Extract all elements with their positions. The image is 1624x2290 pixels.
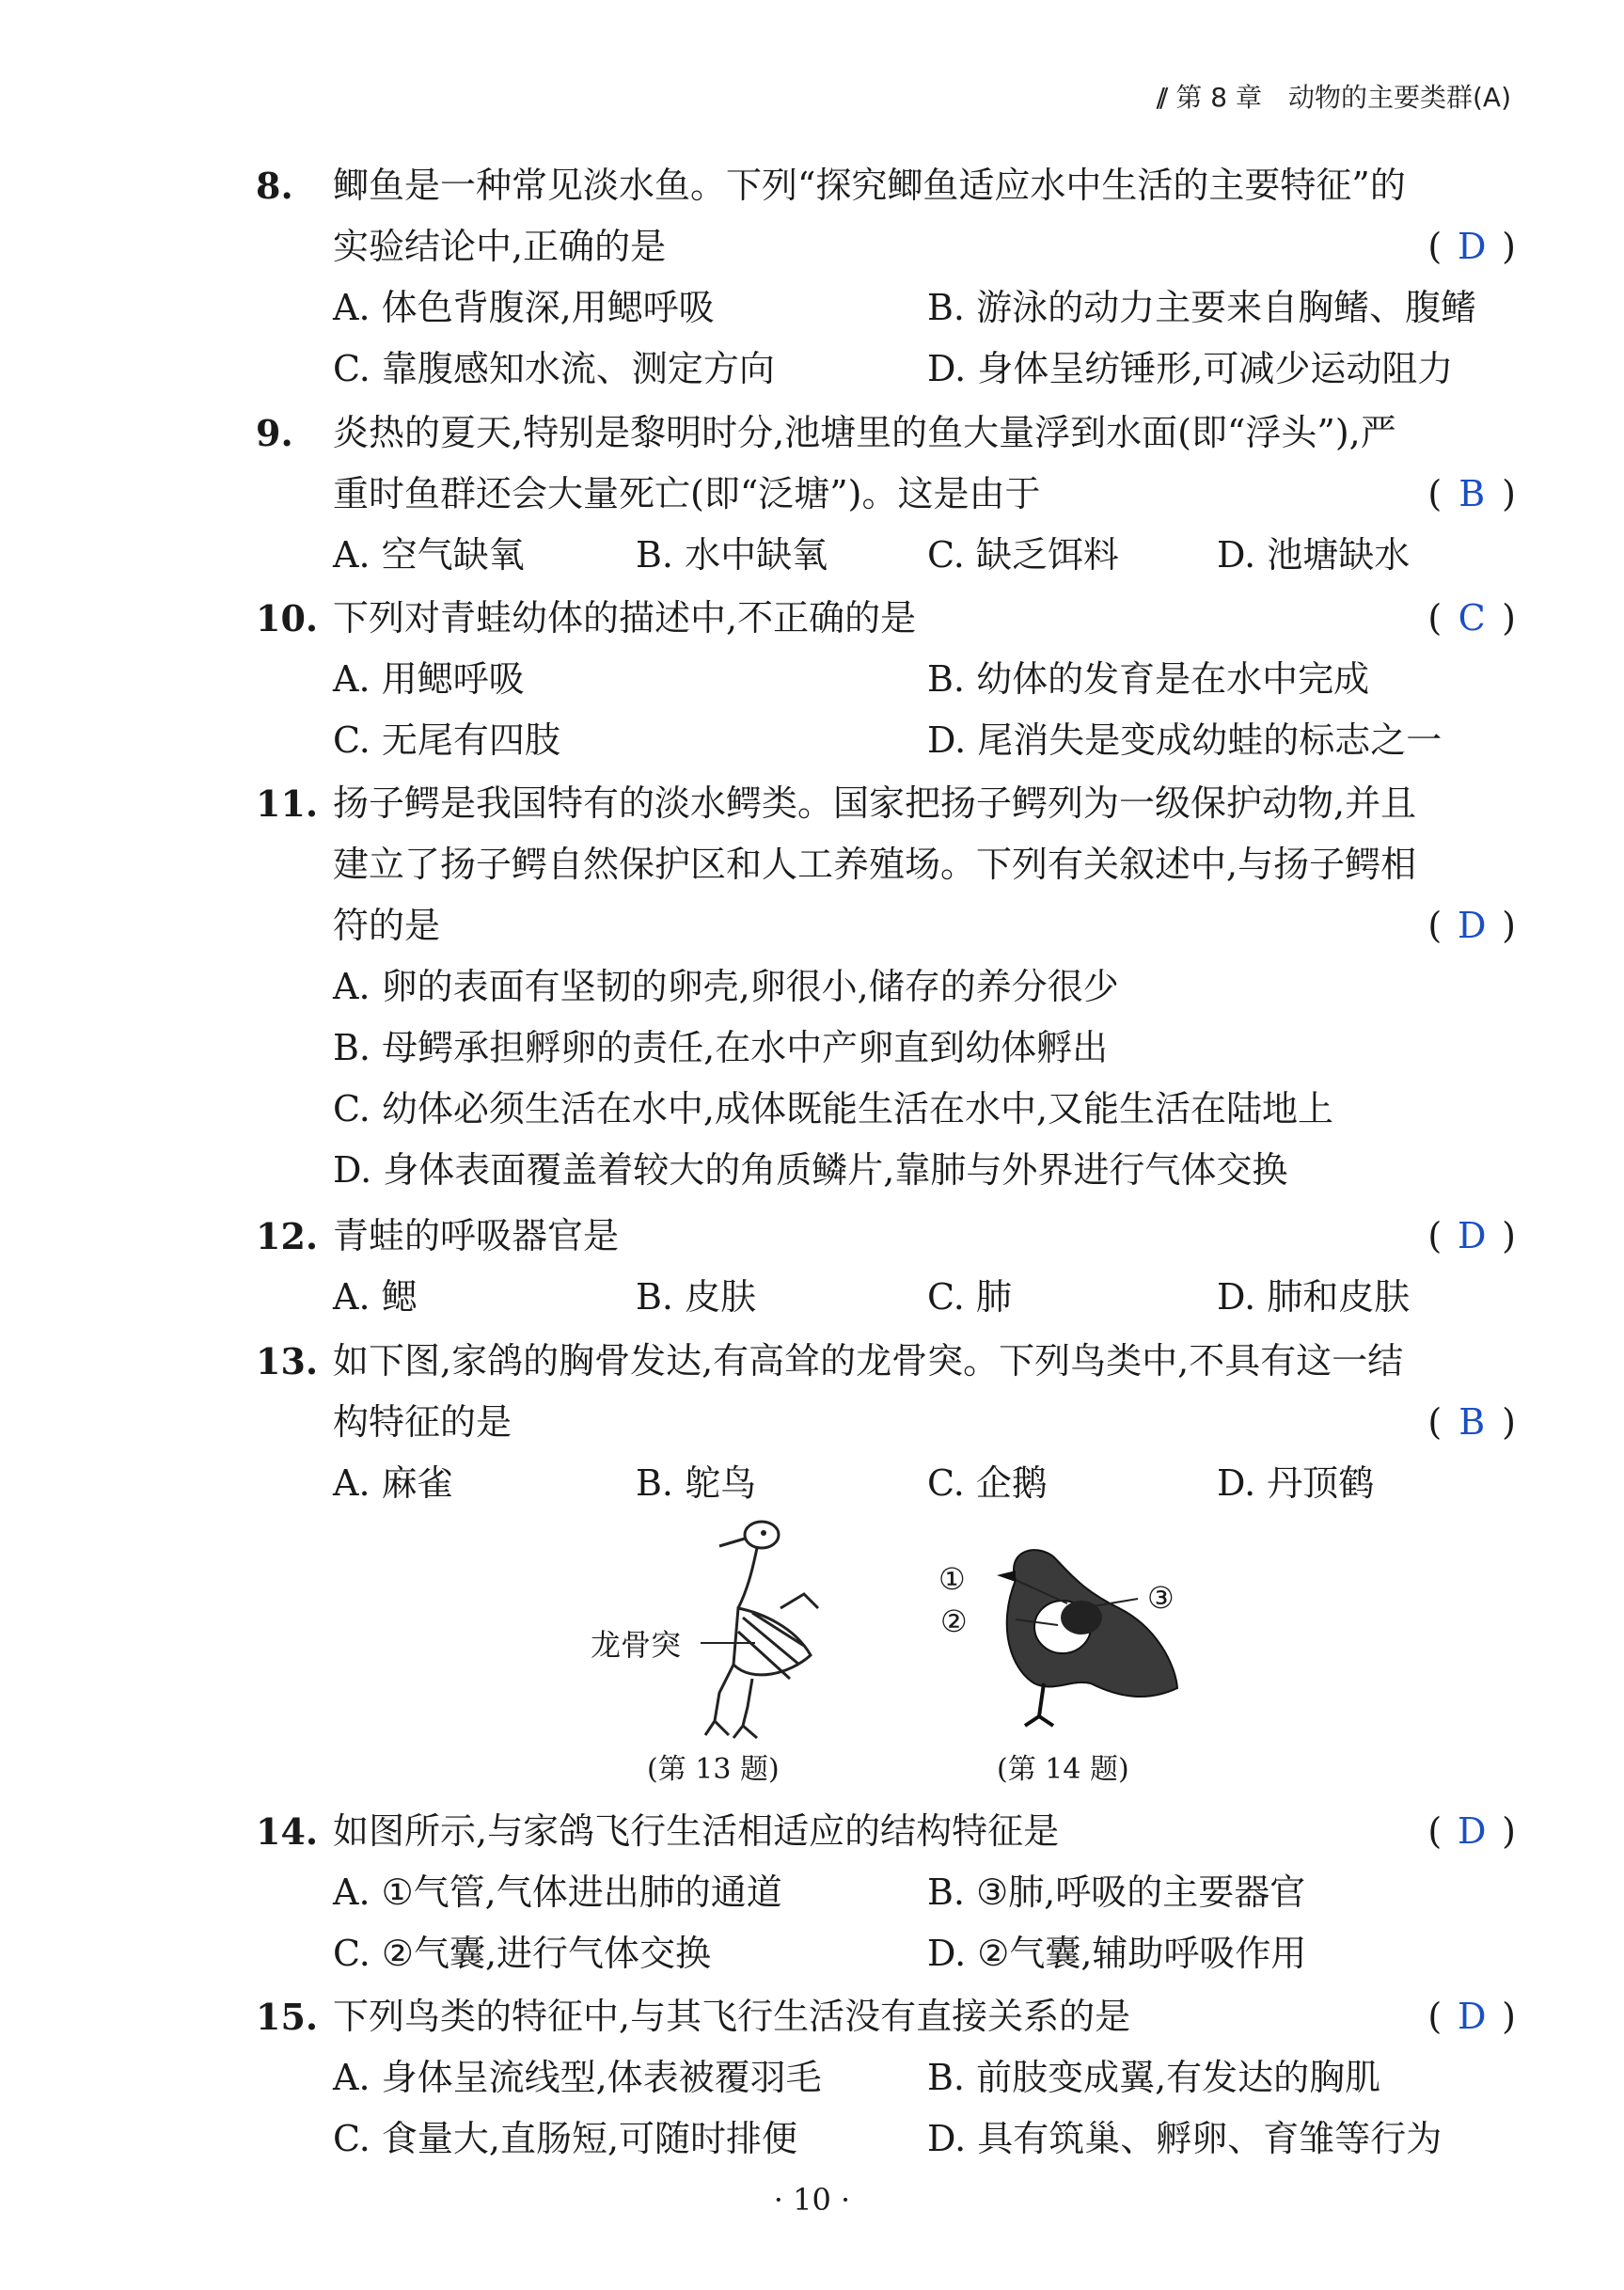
answer-bracket [1427,1801,1516,1862]
marker-lines [978,1552,1166,1665]
question-number: 13. [256,1340,319,1382]
question-9 [256,403,1516,586]
option-item: C. 缺乏饵料 [927,534,1119,576]
option-item: C. 肺 [927,1276,1012,1318]
answer-letter: D [1457,1810,1487,1852]
option-item: C. 幼体必须生活在水中,成体既能生活在水中,又能生活在陆地上 [333,1088,1334,1129]
answer-bracket [1427,1986,1516,2047]
option-item: A. 鳃 [333,1276,418,1318]
option-item: A. 卵的表面有坚韧的卵壳,卵很小,储存的养分很少 [333,966,1119,1007]
options-row [256,1862,1516,1923]
question-text: 下列鸟类的特征中,与其飞行生活没有直接关系的是 [333,1996,1131,2037]
question-text: 下列对青蛙幼体的描述中,不正确的是 [333,597,917,639]
answer-bracket [1427,216,1516,277]
answer-paren-open: ( [1427,1996,1443,2037]
fig14-caption: (第 14 题) [997,1753,1129,1786]
answer-paren-close: ) [1502,1996,1516,2037]
option-item: B. 鸵鸟 [636,1462,757,1504]
option-item: C. ②气囊,进行气体交换 [333,1933,712,1974]
answer-bracket [1427,1206,1516,1267]
answer-paren-open: ( [1427,1215,1443,1256]
option-item: C. 靠腹感知水流、测定方向 [333,348,775,389]
answer-paren-close: ) [1502,1401,1516,1443]
question-line [256,895,1516,956]
options-row [256,649,1516,710]
option-item: A. 麻雀 [333,1462,453,1504]
answer-paren-close: ) [1502,1810,1516,1852]
answer-bracket [1427,588,1516,649]
question-number: 14. [256,1810,319,1853]
fig13-caption: (第 13 题) [647,1753,780,1786]
option-item: D. 丹顶鹤 [1217,1462,1375,1504]
question-line [256,1331,1516,1392]
question-line [256,834,1516,895]
question-line [256,464,1516,525]
answer-paren-open: ( [1427,226,1443,267]
options-row [256,1140,1516,1201]
answer-paren-close: ) [1502,905,1516,946]
keel-label: 龙骨突 [591,1627,682,1663]
option-item: A. 体色背腹深,用鳃呼吸 [333,287,715,328]
question-text: 实验结论中,正确的是 [333,226,667,267]
option-item: A. 空气缺氧 [333,534,525,576]
option-item: D. 池塘缺水 [1217,534,1411,576]
question-text: 构特征的是 [333,1401,512,1443]
option-item: D. ②气囊,辅助呼吸作用 [927,1933,1307,1974]
question-12 [256,1206,1516,1328]
question-text: 建立了扬子鳄自然保护区和人工养殖场。下列有关叙述中,与扬子鳄相 [333,844,1417,885]
option-item: B. 幼体的发育是在水中完成 [927,658,1370,700]
question-text: 如下图,家鸽的胸骨发达,有高耸的龙骨突。下列鸟类中,不具有这一结 [333,1340,1404,1382]
question-number: 11. [256,782,319,825]
answer-letter: D [1457,905,1487,946]
answer-letter: B [1458,473,1486,514]
answer-paren-open: ( [1427,597,1443,639]
marker-3: ③ [1147,1580,1175,1616]
option-item: C. 无尾有四肢 [333,719,560,761]
question-number: 8. [256,165,293,207]
header-chapter: 第 8 章 动物的主要类群(A) [1175,82,1511,113]
question-13 [256,1331,1516,1514]
answer-paren-open: ( [1427,473,1443,514]
options-row [256,1923,1516,1984]
question-text: 重时鱼群还会大量死亡(即“泛塘”)。这是由于 [333,473,1041,514]
marker-2: ② [940,1603,968,1639]
options-row [256,1018,1516,1079]
option-item: A. ①气管,气体进出肺的通道 [333,1871,782,1913]
answer-letter: C [1458,597,1486,639]
question-number: 12. [256,1215,319,1257]
question-number: 9. [256,412,293,454]
options-row [256,1079,1516,1140]
question-line [256,155,1516,216]
answer-paren-close: ) [1502,226,1516,267]
options-row [256,710,1516,771]
option-item: D. 肺和皮肤 [1217,1276,1411,1318]
answer-letter: D [1457,1215,1487,1256]
option-item: B. ③肺,呼吸的主要器官 [927,1871,1306,1913]
options-row [256,339,1516,400]
question-text: 鲫鱼是一种常见淡水鱼。下列“探究鲫鱼适应水中生活的主要特征”的 [333,165,1406,206]
options-row [256,2108,1516,2170]
question-15 [256,1986,1516,2170]
question-line [256,1392,1516,1453]
answer-letter: D [1457,226,1487,267]
question-14 [256,1801,1516,1984]
option-item: C. 企鹅 [927,1462,1048,1504]
option-item: D. 尾消失是变成幼蛙的标志之一 [927,719,1443,761]
option-item: B. 游泳的动力主要来自胸鳍、腹鳍 [927,287,1477,328]
question-line [256,588,1516,649]
question-text: 扬子鳄是我国特有的淡水鳄类。国家把扬子鳄列为一级保护动物,并且 [333,782,1417,824]
question-line [256,216,1516,277]
options-row [256,277,1516,339]
option-item: D. 身体表面覆盖着较大的角质鳞片,靠肺与外界进行气体交换 [333,1149,1288,1191]
question-line [256,403,1516,464]
answer-bracket [1427,464,1516,525]
question-line [256,1986,1516,2047]
options-row [256,956,1516,1018]
header-slash: // [1156,82,1163,113]
option-item: B. 前肢变成翼,有发达的胸肌 [927,2057,1381,2098]
question-text: 炎热的夏天,特别是黎明时分,池塘里的鱼大量浮到水面(即“浮头”),严 [333,412,1396,453]
options-row [256,1267,1516,1328]
question-8 [256,155,1516,400]
question-text: 如图所示,与家鸽飞行生活相适应的结构特征是 [333,1810,1060,1852]
question-line [256,1206,1516,1267]
question-text: 青蛙的呼吸器官是 [333,1215,620,1256]
question-11 [256,773,1516,1201]
answer-paren-close: ) [1502,1215,1516,1256]
page-number: · 10 · [773,2182,851,2218]
answer-bracket [1427,1392,1516,1453]
option-item: C. 食量大,直肠短,可随时排便 [333,2118,798,2159]
question-number: 10. [256,597,319,640]
option-item: D. 具有筑巢、孵卵、育雏等行为 [927,2118,1443,2159]
answer-paren-open: ( [1427,905,1443,946]
question-text: 符的是 [333,905,441,946]
question-10 [256,588,1516,771]
option-item: A. 用鳃呼吸 [333,658,525,700]
figures-area [564,1505,1222,1787]
answer-paren-close: ) [1502,473,1516,514]
answer-letter: B [1458,1401,1486,1443]
question-number: 15. [256,1996,319,2038]
answer-paren-close: ) [1502,597,1516,639]
answer-letter: D [1457,1996,1487,2037]
options-row [256,525,1516,586]
question-line [256,773,1516,834]
answer-paren-open: ( [1427,1810,1443,1852]
option-item: D. 身体呈纺锤形,可减少运动阻力 [927,348,1454,389]
page-header [1157,77,1512,115]
option-item: B. 水中缺氧 [636,534,828,576]
option-item: B. 母鳄承担孵卵的责任,在水中产卵直到幼体孵出 [333,1027,1109,1068]
answer-bracket [1427,895,1516,956]
options-row [256,2047,1516,2108]
keel-pointer-line [701,1638,757,1648]
answer-paren-open: ( [1427,1401,1443,1443]
question-line [256,1801,1516,1862]
option-item: A. 身体呈流线型,体表被覆羽毛 [333,2057,822,2098]
option-item: B. 皮肤 [636,1276,757,1318]
marker-1: ① [938,1561,966,1597]
